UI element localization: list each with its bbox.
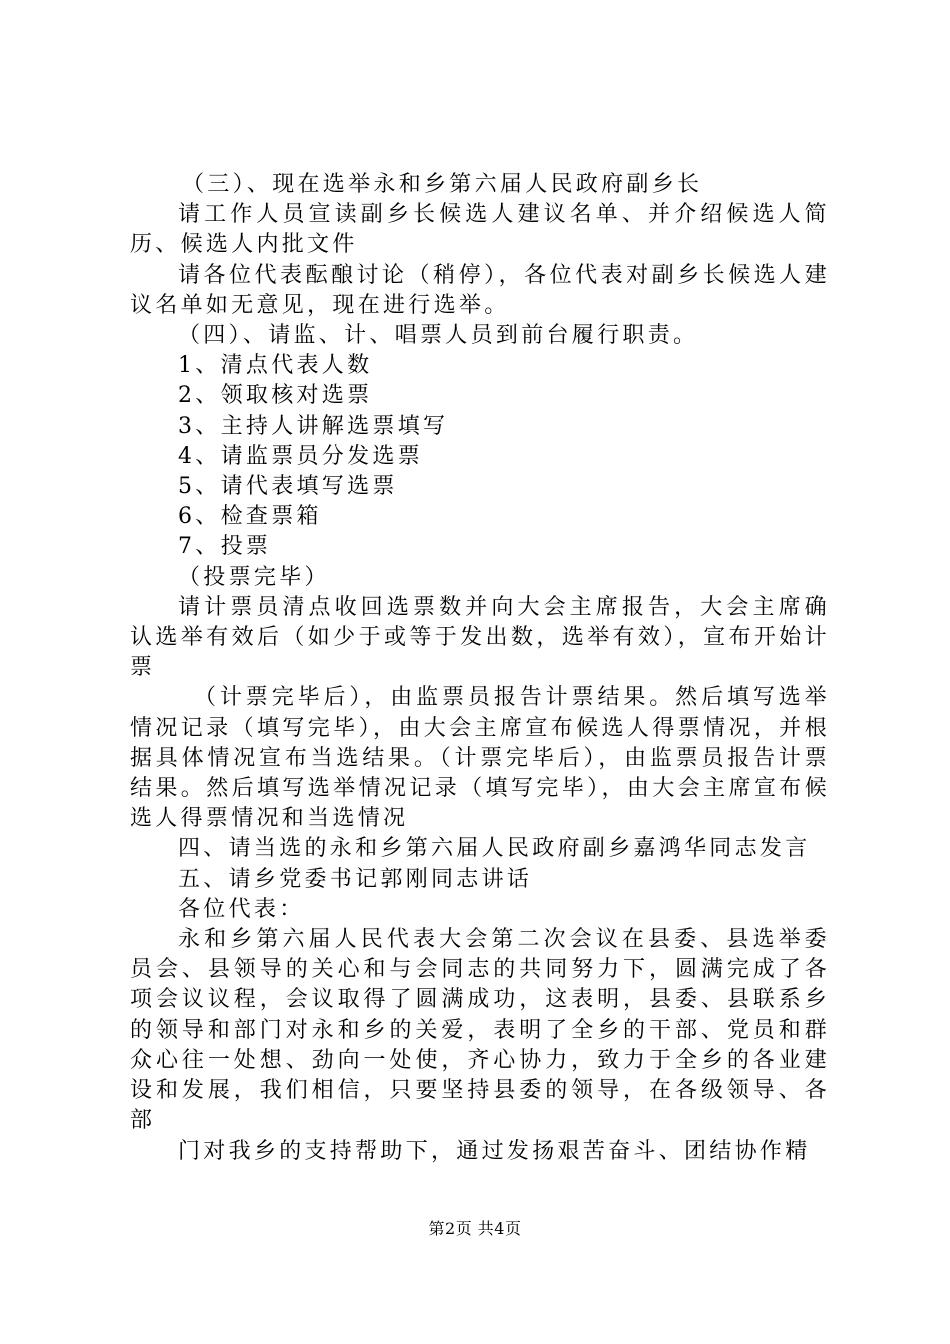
paragraph: （投票完毕） [178,564,330,590]
list-item: 5、请代表填写选票 [178,474,398,500]
paragraph: 请计票员清点收回选票数并向大会主席报告，大会主席确认选举有效后（如少于或等于发出数，选举有效），宣布开始计票 [130,594,830,681]
paragraph-salutation: 各位代表： [178,896,305,922]
paragraph-section-three: （三）、现在选举永和乡第六届人民政府副乡长 [182,172,703,197]
list-item: 4、请监票员分发选票 [178,443,423,469]
page-number-footer: 第2页 共4页 [428,1219,522,1238]
paragraph-section-four: （四）、请监、计、唱票人员到前台履行职责。 [178,323,699,349]
paragraph: 四、请当选的永和乡第六届人民政府副乡嘉鸿华同志发言 [178,836,811,862]
document-body [130,170,830,1167]
list-item: 1、清点代表人数 [178,353,373,379]
paragraph: 五、请乡党委书记郭刚同志讲话 [178,866,533,892]
list-item: 3、主持人讲解选票填写 [178,413,449,439]
list-item: 2、领取核对选票 [178,383,373,409]
list-item: 6、检查票箱 [178,504,322,530]
list-item: 7、投票 [178,534,272,560]
paragraph: （计票完毕后），由监票员报告计票结果。然后填写选举情况记录（填写完毕），由大会主席宣布候选人得票情况，并根据具体情况宣布当选结果。（计票完毕后），由监票员报告计票结果。然后填写选举情况记录（填写完毕），由大会主席宣布候选人得票情况和当选情况 [130,685,830,832]
paragraph: 请各位代表酝酿讨论（稍停），各位代表对副乡长候选人建议名单如无意见，现在进行选举。 [130,262,830,318]
paragraph: 请工作人员宣读副乡长候选人建议名单、并介绍候选人简历、候选人内批文件 [130,202,830,258]
paragraph: 永和乡第六届人民代表大会第二次会议在县委、县选举委员会、县领导的关心和与会同志的共同努力下，圆满完成了各项会议议程，会议取得了圆满成功，这表明，县委、县联系乡的领导和部门对永和乡的关爱，表明了全乡的干部、党员和群众心往一处想、劲向一处使，齐心协力，致力于全乡的各业建设和发展，我们相信，只要坚持县委的领导，在各级领导、各部 [130,927,830,1134]
paragraph: 门对我乡的支持帮助下，通过发扬艰苦奋斗、团结协作精 [178,1138,811,1164]
